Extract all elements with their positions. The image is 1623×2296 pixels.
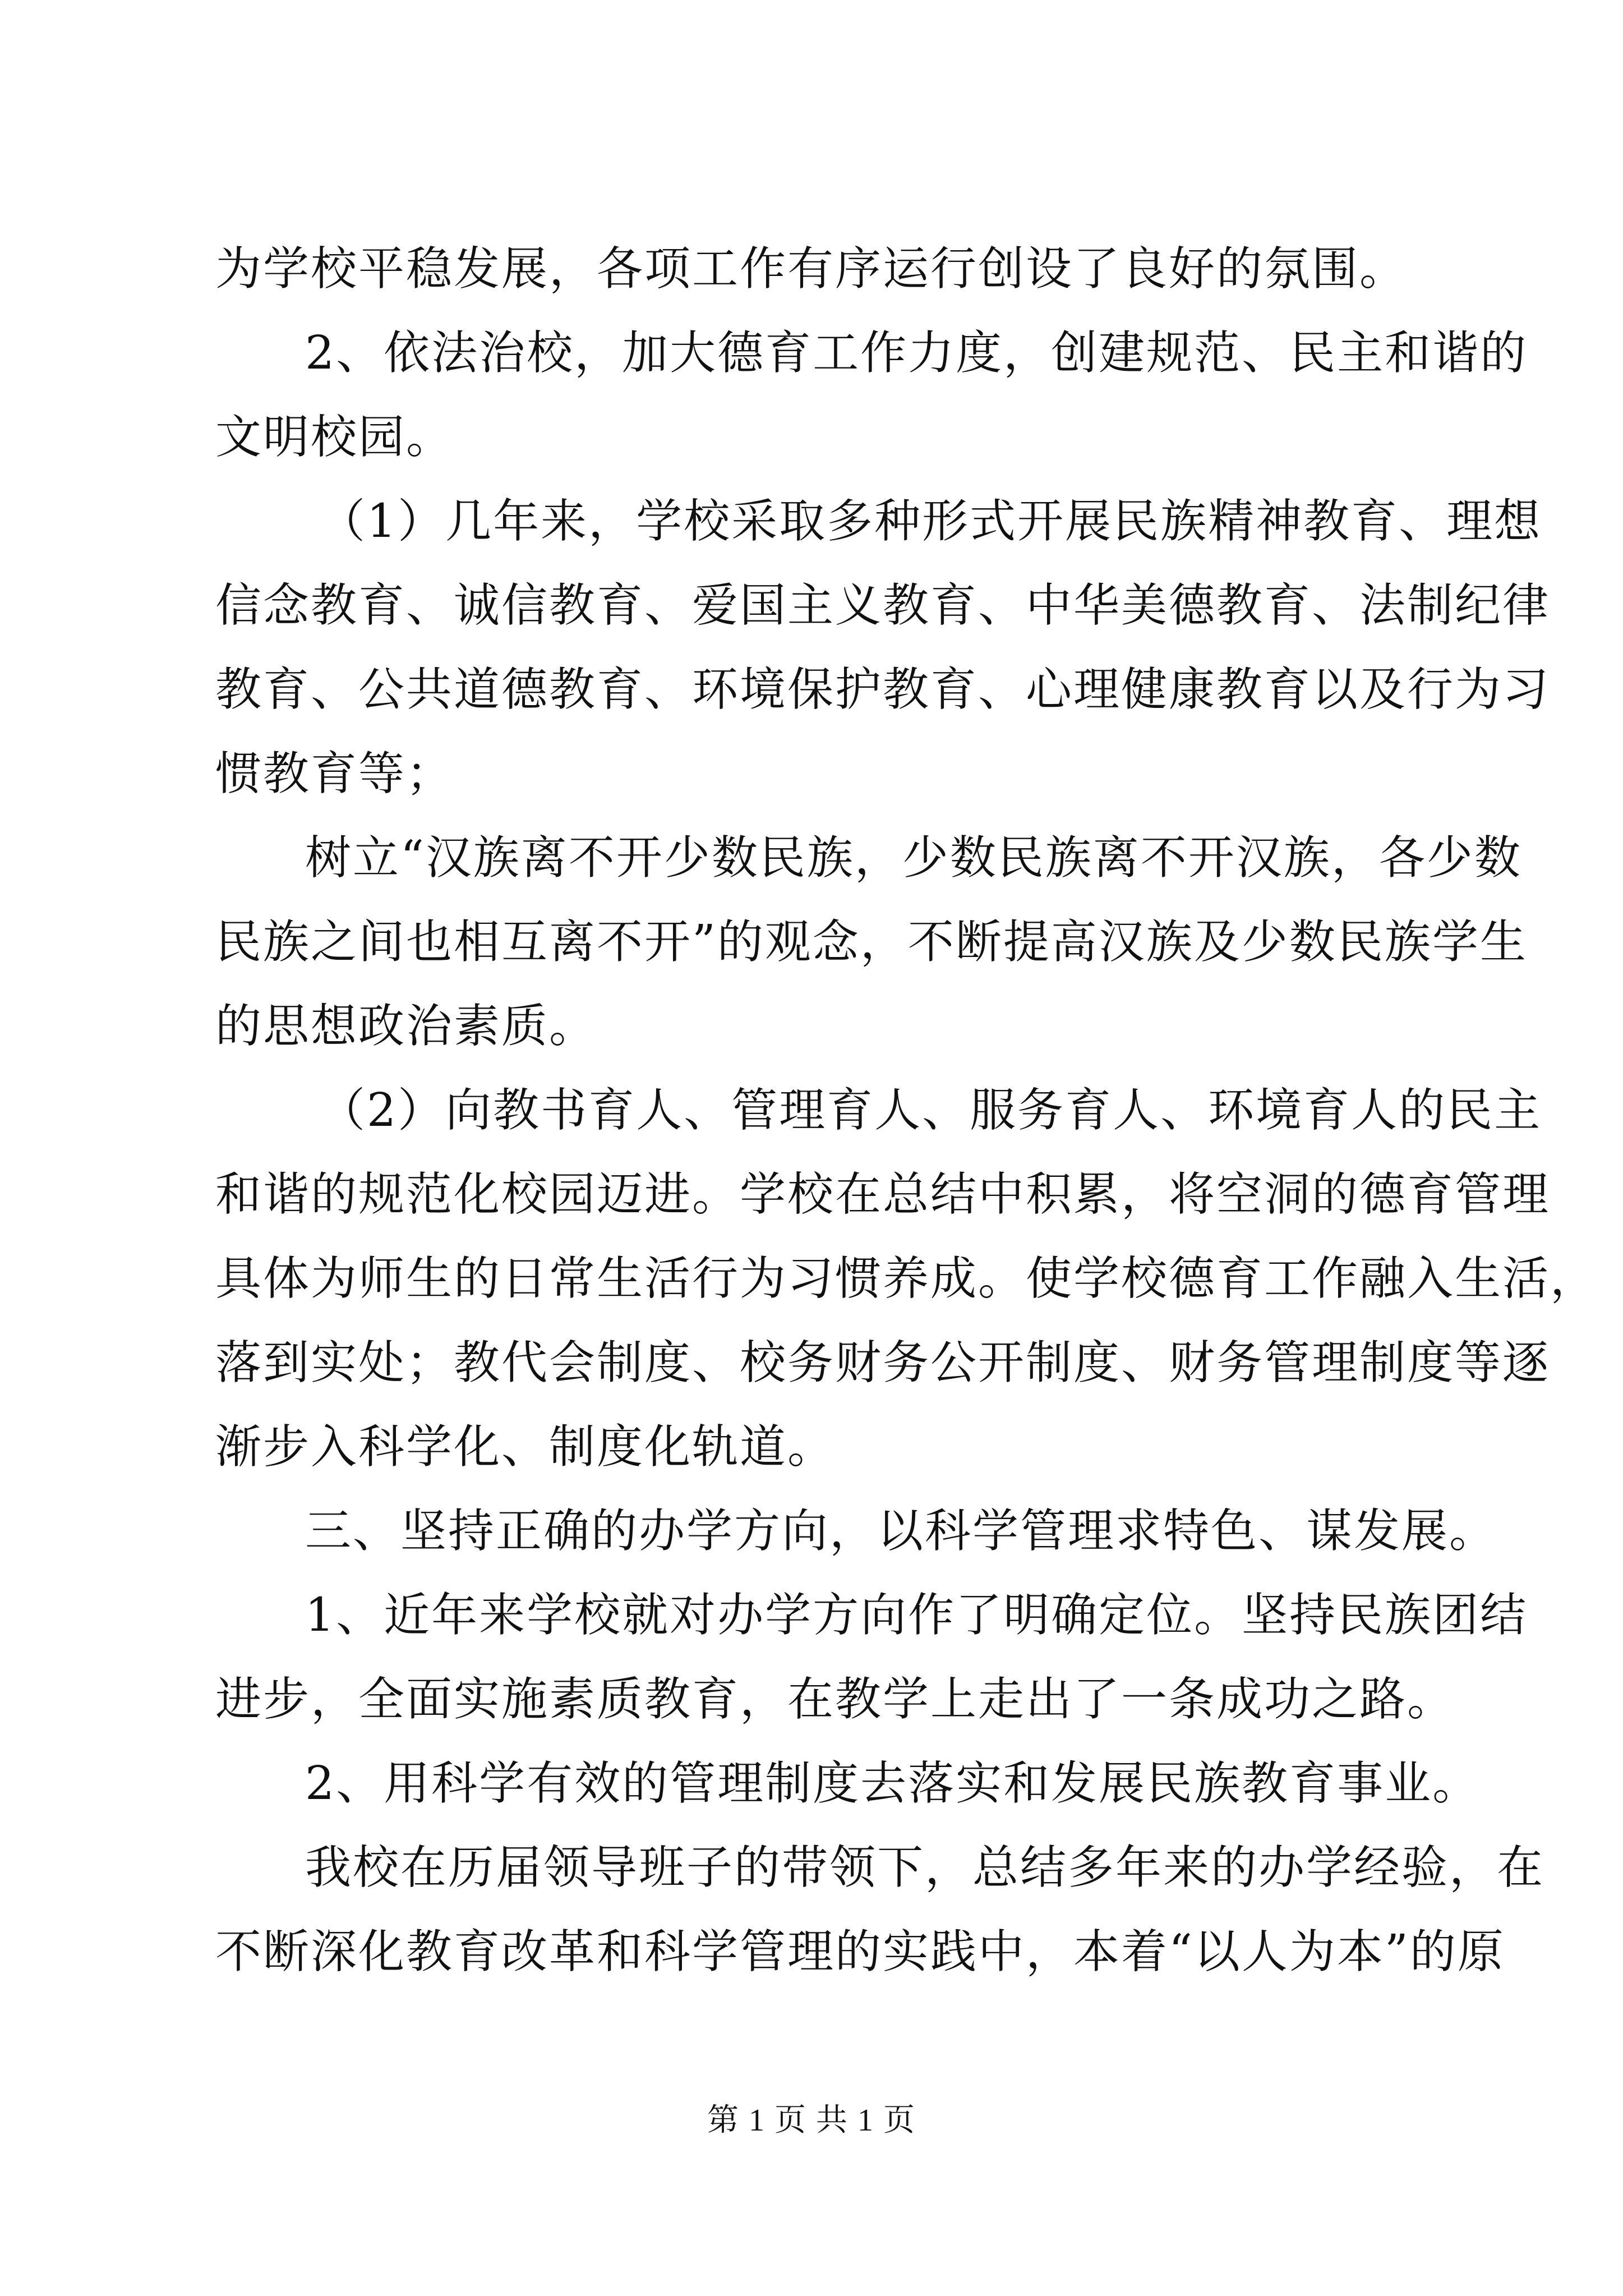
text-line: 信念教育、诚信教育、爱国主义教育、中华美德教育、法制纪律 (215, 579, 1551, 632)
text-line: 民族之间也相互离不开”的观念，不断提高汉族及少数民族学生 (215, 915, 1528, 969)
text-line: 落到实处；教代会制度、校务财务公开制度、财务管理制度等逐 (215, 1336, 1551, 1389)
text-line: 2、用科学有效的管理制度去落实和发展民族教育事业。 (305, 1757, 1481, 1810)
text-line: 和谐的规范化校园迈进。学校在总结中积累，将空洞的德育管理 (215, 1168, 1551, 1221)
text-line: （1）几年来，学校采取多种形式开展民族精神教育、理想 (319, 495, 1542, 548)
text-line: 为学校平稳发展，各项工作有序运行创设了良好的氛围。 (215, 242, 1408, 296)
text-line: 进步，全面实施素质教育，在教学上走出了一条成功之路。 (215, 1673, 1455, 1726)
text-line: 我校在历届领导班子的带领下，总结多年来的办学经验，在 (305, 1841, 1545, 1894)
text-line: 树立“汉族离不开少数民族，少数民族离不开汉族，各少数 (305, 831, 1522, 885)
text-line: 渐步入科学化、制度化轨道。 (215, 1420, 836, 1474)
page-footer: 第 1 页 共 1 页 (707, 2103, 916, 2138)
text-line: 教育、公共道德教育、环境保护教育、心理健康教育以及行为习 (215, 663, 1551, 716)
text-line: 2、依法治校，加大德育工作力度，创建规范、民主和谐的 (305, 326, 1528, 380)
text-line: 三、坚持正确的办学方向，以科学管理求特色、谋发展。 (305, 1504, 1497, 1558)
text-line: 具体为师生的日常生活行为习惯养成。使学校德育工作融入生活， (215, 1252, 1598, 1305)
text-line: 不断深化教育改革和科学管理的实践中，本着“以人为本”的原 (215, 1925, 1505, 1978)
document-body (215, 241, 1598, 1980)
text-line: 惯教育等； (215, 747, 454, 800)
text-line: 文明校园。 (215, 411, 454, 464)
text-line: 1、近年来学校就对办学方向作了明确定位。坚持民族团结 (305, 1589, 1528, 1642)
text-line: （2）向教书育人、管理育人、服务育人、环境育人的民主 (319, 1084, 1542, 1137)
text-line: 的思想政治素质。 (215, 1000, 597, 1053)
